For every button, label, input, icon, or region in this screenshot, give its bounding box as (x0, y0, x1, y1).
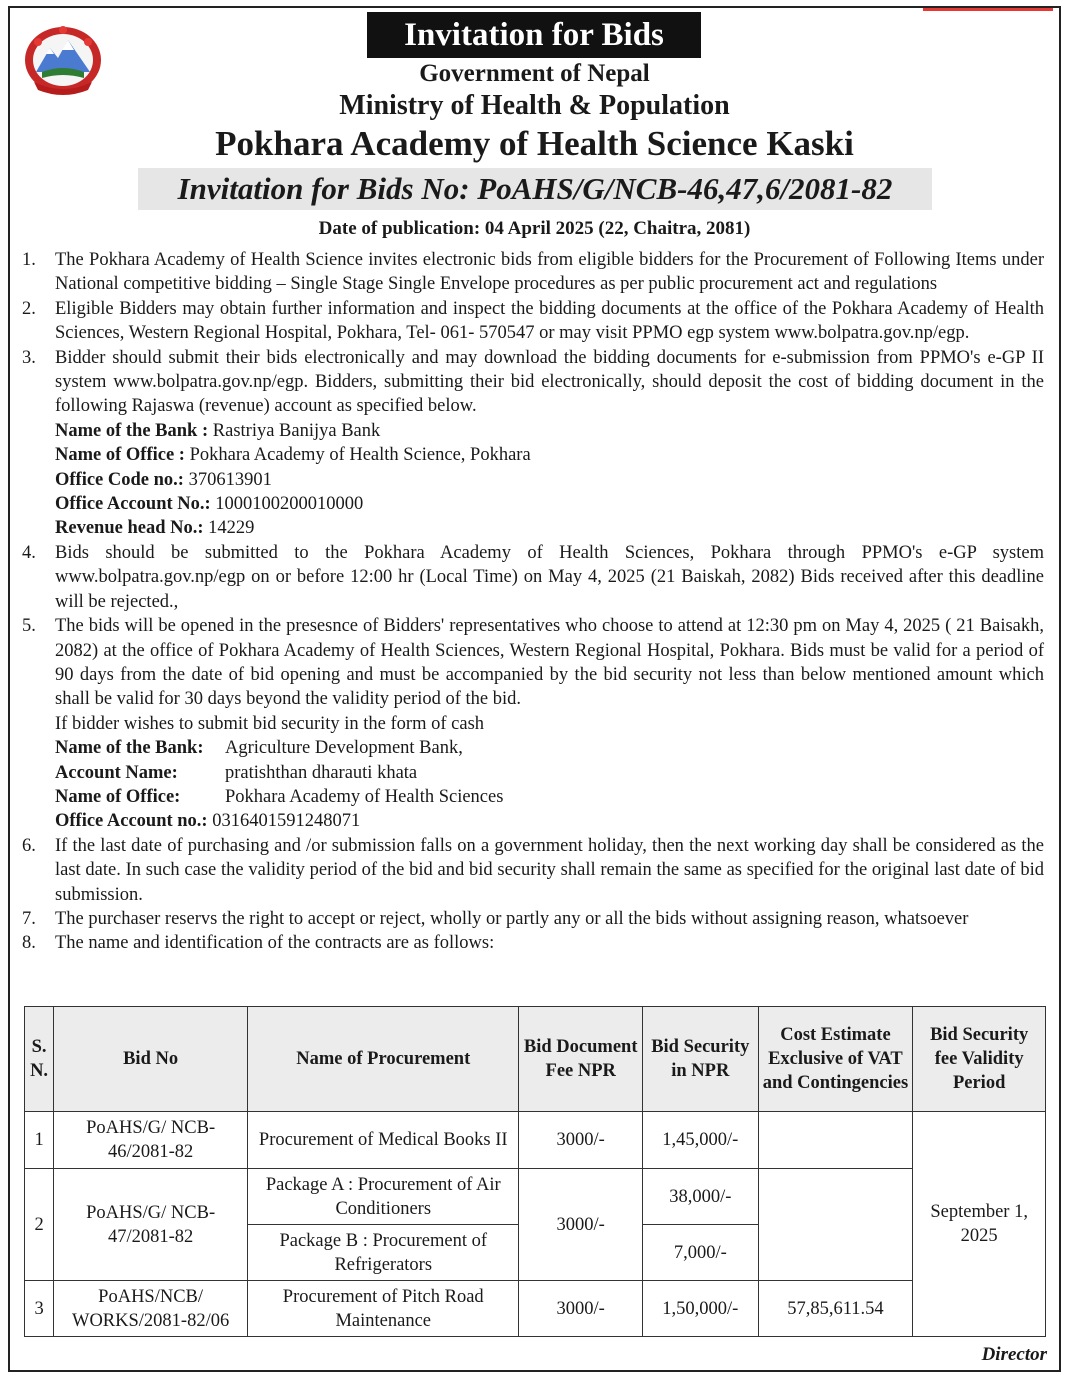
signature-director: Director (981, 1344, 1047, 1365)
item-number: 1. (22, 250, 36, 270)
bank-label: Name of the Bank : (55, 420, 209, 441)
cell-doc-fee: 3000/- (519, 1169, 643, 1281)
notice-page (8, 6, 1061, 1372)
cell-cost (758, 1169, 913, 1281)
office-code-value: 370613901 (188, 469, 272, 490)
gov-heading: Government of Nepal (419, 60, 650, 87)
table-row (25, 1281, 1046, 1337)
cell-doc-fee: 3000/- (519, 1112, 643, 1169)
office-label: Name of Office : (55, 445, 185, 466)
list-item (22, 614, 1044, 834)
publication-date: Date of publication: 04 April 2025 (22, Chaitra, 2081) (318, 218, 751, 239)
col-header-doc-fee: Bid Document Fee NPR (519, 1007, 643, 1112)
cell-sn: 3 (25, 1281, 54, 1337)
office-label: Name of Office: (55, 786, 181, 807)
ministry-heading: Ministry of Health & Population (339, 90, 730, 121)
item-number: 4. (22, 542, 36, 563)
bank-value: Rastriya Banijya Bank (212, 420, 381, 441)
cell-bid-no: PoAHS/NCB/ WORKS/2081-82/06 (54, 1281, 248, 1337)
cell-security: 1,45,000/- (643, 1112, 759, 1169)
cell-name: Package A : Procurement of Air Conditioners (248, 1169, 519, 1225)
revenue-head-label: Revenue head No.: (55, 518, 204, 539)
office-code-label: Office Code no.: (55, 469, 184, 490)
badge-invitation-for-bids: Invitation for Bids (367, 12, 701, 58)
cell-name: Procurement of Pitch Road Maintenance (248, 1281, 519, 1337)
list-item (22, 907, 1044, 931)
cell-security: 38,000/- (643, 1169, 759, 1225)
account-value: 1000100200010000 (215, 494, 364, 515)
bank-value: Agriculture Development Bank, (225, 738, 463, 759)
revenue-account-details (55, 419, 1044, 541)
table-row (25, 1112, 1046, 1169)
table-header-row (25, 1007, 1046, 1112)
cell-security: 1,50,000/- (643, 1281, 759, 1337)
account-name-value: pratishthan dharauti khata (225, 762, 418, 783)
col-header-validity: Bid Security fee Validity Period (913, 1007, 1046, 1112)
ifb-number: Invitation for Bids No: PoAHS/G/NCB-46,47,6/2081-82 (138, 168, 932, 210)
contracts-table (24, 1006, 1046, 1337)
account-value: 0316401591248071 (212, 811, 361, 832)
col-header-bid-no: Bid No (54, 1007, 248, 1112)
cell-bid-no: PoAHS/G/ NCB-46/2081-82 (54, 1112, 248, 1169)
cash-security-line: If bidder wishes to submit bid security in the form of cash (55, 713, 485, 734)
cell-sn: 2 (25, 1169, 54, 1281)
item-number: 7. (22, 908, 36, 929)
cell-validity: September 1, 2025 (913, 1112, 1046, 1337)
list-item (22, 541, 1044, 614)
item-number: 8. (22, 933, 36, 954)
item-text: The Pokhara Academy of Health Science invites electronic bids from eligible bidders for the Procurement of Following Items under National competitive bidding – Single Stage Single Envelope procedures as per public procurement act and regulations (55, 250, 1044, 295)
office-value: Pokhara Academy of Health Sciences (225, 786, 504, 807)
cell-cost (758, 1112, 913, 1169)
table-row (25, 1169, 1046, 1225)
item-text: Bidder should submit their bids electronically and may download the bidding documents for e-submission from PPMO's e-GP II system www.bolpatra.gov.np/egp. Bidders, submitting their bid electronically, should deposit the cost of bidding document in the following Rajaswa (revenue) account as specified below. (55, 347, 1044, 417)
cell-sn: 1 (25, 1112, 54, 1169)
top-accent-line (923, 8, 1053, 11)
list-item (22, 248, 1044, 297)
cell-doc-fee: 3000/- (519, 1281, 643, 1337)
col-header-security: Bid Security in NPR (643, 1007, 759, 1112)
list-item (22, 931, 1044, 955)
item-text: If the last date of purchasing and /or submission falls on a government holiday, then the next working day shall be considered as the last date. In such case the validity period of the bid and bid security shall remain the same as specified for the original last date of bid submission. (55, 835, 1044, 905)
cell-name: Package B : Procurement of Refrigerators (248, 1225, 519, 1281)
list-item (22, 297, 1044, 346)
notice-body (22, 248, 1044, 956)
cell-name: Procurement of Medical Books II (248, 1112, 519, 1169)
account-name-label: Account Name: (55, 762, 178, 783)
col-header-sn: S. N. (25, 1007, 54, 1112)
col-header-cost: Cost Estimate Exclusive of VAT and Contingencies (758, 1007, 913, 1112)
item-text: Bids should be submitted to the Pokhara Academy of Health Sciences, Pokhara through PPMO's e-GP system www.bolpatra.gov.np/egp on or before 12:00 hr (Local Time) on May 4, 2025 (21 Baiskah, 2082) Bids received after this deadline will be rejected., (55, 542, 1044, 612)
cell-security: 7,000/- (643, 1225, 759, 1281)
list-item (22, 834, 1044, 907)
item-number: 2. (22, 298, 36, 319)
revenue-head-value: 14229 (208, 518, 255, 539)
bank-label: Name of the Bank: (55, 738, 204, 759)
item-number: 3. (22, 347, 36, 368)
cell-bid-no: PoAHS/G/ NCB-47/2081-82 (54, 1169, 248, 1281)
item-text: The bids will be opened in the presesnce of Bidders' representatives who choose to attend at 12:30 pm on May 4, 2025 ( 21 Baisakh, 2082) at the office of Pokhara Academy of Health Sciences, Western Regional Hospital, Pokhara. Bids must be valid for a period of 90 days from the date of bid opening and must be accompanied by the bid security not less than below mentioned amount which shall be valid for 30 days beyond the validity period of the bid. (55, 616, 1044, 710)
account-label: Office Account No.: (55, 494, 211, 515)
item-text: The name and identification of the contracts are as follows: (55, 933, 495, 954)
item-text: Eligible Bidders may obtain further information and inspect the bidding documents at the office of the Pokhara Academy of Health Sciences, Western Regional Hospital, Pokhara, Tel- 061- 570547 or may visit PPMO egp system www.bolpatra.gov.np/egp. (55, 298, 1044, 344)
col-header-name: Name of Procurement (248, 1007, 519, 1112)
org-heading: Pokhara Academy of Health Science Kaski (215, 124, 854, 163)
account-label: Office Account no.: (55, 811, 208, 832)
list-item (22, 346, 1044, 541)
item-number: 5. (22, 616, 36, 637)
item-text: The purchaser reservs the right to accept or reject, wholly or partly any or all the bids without assigning reason, whatsoever (55, 908, 969, 929)
office-value: Pokhara Academy of Health Science, Pokhara (189, 445, 531, 466)
cell-cost: 57,85,611.54 (758, 1281, 913, 1337)
cash-account-details (55, 736, 1044, 834)
item-number: 6. (22, 835, 36, 856)
